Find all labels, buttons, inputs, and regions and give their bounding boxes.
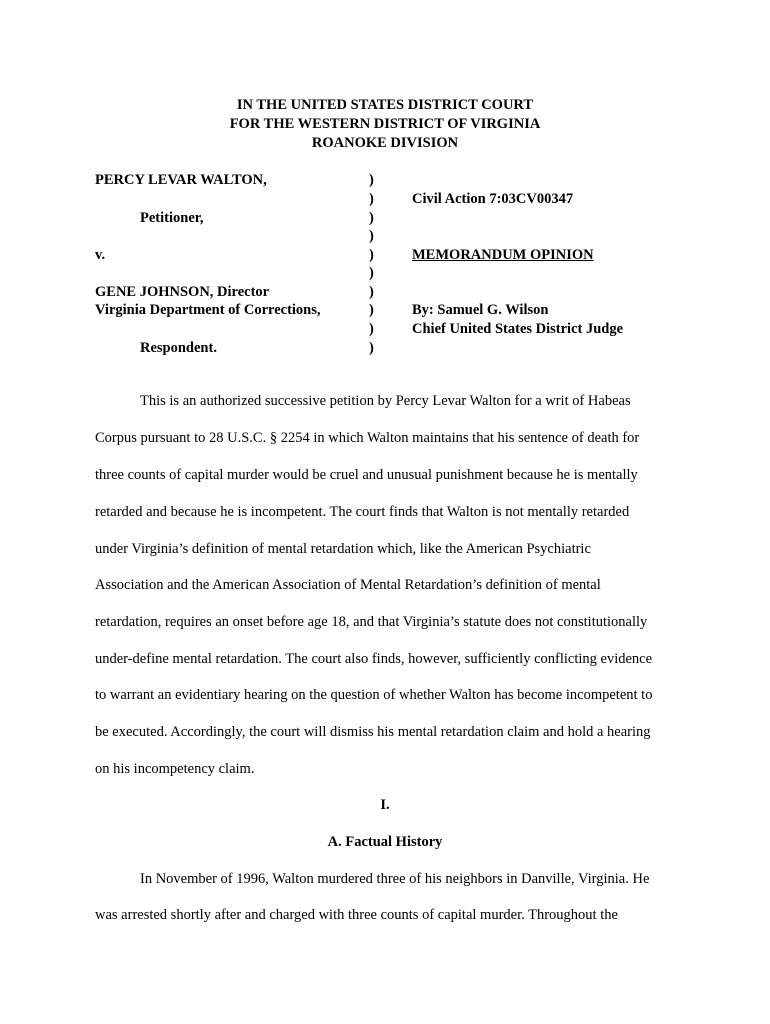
- caption-paren: ): [369, 340, 374, 356]
- paragraph-line: Association and the American Association of Mental Retardation’s definition of mental: [95, 577, 601, 593]
- section-number: I.: [380, 797, 390, 813]
- paragraph-line: retardation, requires an onset before age 18, and that Virginia’s statute does not constitutionally: [95, 614, 648, 630]
- section-heading: A. Factual History: [327, 834, 443, 850]
- paragraph-line: be executed. Accordingly, the court will dismiss his mental retardation claim and hold a hearing: [95, 724, 651, 740]
- caption-paren: ): [369, 284, 374, 300]
- caption-paren: ): [369, 302, 374, 318]
- caption-paren: ): [369, 210, 374, 226]
- versus-label: v.: [95, 247, 106, 263]
- petitioner-role: Petitioner,: [140, 210, 204, 226]
- paragraph-line: This is an authorized successive petition by Percy Levar Walton for a writ of Habeas: [140, 393, 631, 409]
- paragraph-line: under Virginia’s definition of mental retardation which, like the American Psychiatric: [95, 541, 591, 557]
- respondent-organization: Virginia Department of Corrections,: [95, 302, 321, 318]
- paragraph-line: under-define mental retardation. The court also finds, however, sufficiently conflicting evidence: [95, 651, 653, 667]
- paragraph-line: retarded and because he is incompetent. The court finds that Walton is not mentally retarded: [95, 504, 630, 520]
- judge-title: Chief United States District Judge: [412, 321, 624, 337]
- caption-paren: ): [369, 172, 374, 188]
- petitioner-name: PERCY LEVAR WALTON,: [95, 172, 267, 188]
- caption-paren: ): [369, 191, 374, 207]
- respondent-name: GENE JOHNSON, Director: [95, 284, 270, 300]
- paragraph-line: on his incompetency claim.: [95, 761, 255, 777]
- judge-byline: By: Samuel G. Wilson: [412, 302, 549, 318]
- respondent-role: Respondent.: [140, 340, 217, 356]
- paragraph-line: In November of 1996, Walton murdered three of his neighbors in Danville, Virginia. He: [140, 871, 650, 887]
- caption-paren: ): [369, 321, 374, 337]
- paragraph-line: Corpus pursuant to 28 U.S.C. § 2254 in which Walton maintains that his sentence of death for: [95, 430, 640, 446]
- caption-paren: ): [369, 228, 374, 244]
- document-title: MEMORANDUM OPINION: [412, 247, 594, 263]
- paragraph-line: three counts of capital murder would be cruel and unusual punishment because he is mentally: [95, 467, 638, 483]
- paragraph-line: was arrested shortly after and charged with three counts of capital murder. Throughout the: [95, 907, 618, 923]
- civil-action-number: Civil Action 7:03CV00347: [412, 191, 574, 207]
- court-division: ROANOKE DIVISION: [311, 135, 459, 151]
- paragraph-line: to warrant an evidentiary hearing on the question of whether Walton has become incompetent to: [95, 687, 653, 703]
- court-name-line-2: FOR THE WESTERN DISTRICT OF VIRGINIA: [229, 116, 541, 132]
- caption-paren: ): [369, 247, 374, 263]
- court-name-line-1: IN THE UNITED STATES DISTRICT COURT: [236, 97, 534, 113]
- caption-paren: ): [369, 265, 374, 281]
